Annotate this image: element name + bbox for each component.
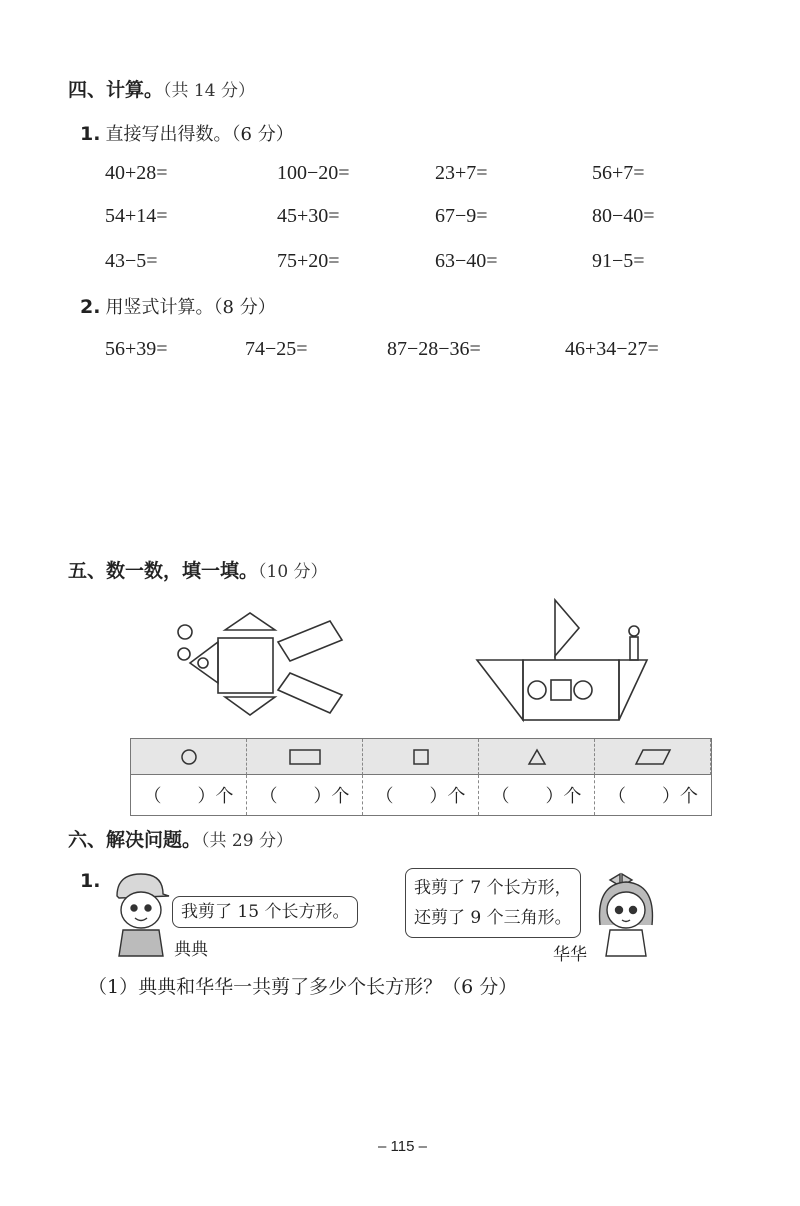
header-square	[363, 739, 479, 775]
fish-head-triangle	[190, 642, 218, 683]
s4-q2-number: 2.	[80, 296, 101, 318]
boat-window-circle-right	[574, 681, 592, 699]
answer-cell-circle[interactable]: （ ）个	[131, 775, 247, 815]
expr-r2c2: 45+30=	[277, 205, 340, 227]
fish-bubble-circle-1	[178, 625, 192, 639]
section6-score: （共 29 分）	[201, 831, 293, 851]
fish-tail-parallelogram-bottom	[278, 673, 342, 713]
rectangle-icon	[287, 747, 323, 767]
fish-eye-circle	[198, 658, 208, 668]
girl-avatar	[590, 870, 665, 958]
fish-tail-parallelogram-top	[278, 621, 342, 661]
expr-r2c3: 67−9=	[435, 205, 488, 227]
page-number: – 115 –	[378, 1138, 427, 1155]
boat-window-square	[551, 680, 571, 700]
answer-cell-square[interactable]: （ ）个	[363, 775, 479, 815]
boy-eye-left	[131, 905, 137, 911]
section5-heading	[68, 556, 328, 583]
section4-score: （共 14 分）	[163, 81, 255, 101]
s4-q2-heading	[80, 293, 276, 319]
boy-avatar	[105, 868, 175, 958]
expr-r3c2: 75+20=	[277, 250, 340, 272]
girl-speech-bubble	[405, 868, 581, 938]
girl-speech-line-1: 我剪了 7 个长方形，	[414, 878, 572, 898]
s4-q2-text: 用竖式计算。（8 分）	[105, 297, 276, 318]
fish-fin-triangle-bottom	[225, 697, 275, 715]
girl-face	[607, 892, 645, 928]
boat-figure	[475, 598, 655, 723]
fish-figure	[170, 605, 360, 725]
vertical-expr-2: 74−25=	[245, 338, 308, 360]
circle-icon	[179, 747, 199, 767]
boy-speech-bubble	[172, 896, 358, 928]
expr-r1c4: 56+7=	[592, 162, 645, 184]
girl-eye-right	[630, 907, 637, 914]
expr-r2c4: 80−40=	[592, 205, 655, 227]
s6-q1-sub1: （1）典典和华华一共剪了多少个长方形？（6 分）	[88, 976, 518, 998]
answer-cell-triangle[interactable]: （ ）个	[479, 775, 595, 815]
boy-name: 典典	[174, 940, 208, 960]
fish-fin-triangle-top	[225, 613, 275, 630]
boy-face	[121, 892, 161, 928]
expr-r3c3: 63−40=	[435, 250, 498, 272]
boat-sail-triangle	[555, 600, 579, 656]
s4-q1-heading	[80, 120, 294, 146]
fish-body-square	[218, 638, 273, 693]
fish-bubble-circle-2	[178, 648, 190, 660]
vertical-expr-3: 87−28−36=	[387, 338, 481, 360]
boat-bow-triangle	[477, 660, 523, 720]
answer-cell-rectangle[interactable]: （ ）个	[247, 775, 363, 815]
expr-r3c4: 91−5=	[592, 250, 645, 272]
boat-stern-triangle	[619, 660, 647, 720]
vertical-expr-4: 46+34−27=	[565, 338, 659, 360]
boy-eye-right	[145, 905, 151, 911]
s4-q1-number: 1.	[80, 123, 101, 145]
vertical-expr-1: 56+39=	[105, 338, 168, 360]
boy-speech-text: 我剪了 15 个长方形。	[181, 902, 350, 922]
section4-heading	[68, 75, 255, 102]
square-icon	[411, 747, 431, 767]
boat-chimney-top-circle	[629, 626, 639, 636]
expr-r1c2: 100−20=	[277, 162, 350, 184]
expr-r1c3: 23+7=	[435, 162, 488, 184]
girl-eye-left	[616, 907, 623, 914]
girl-name: 华华	[553, 945, 587, 965]
expr-r3c1: 43−5=	[105, 250, 158, 272]
expr-r1c1: 40+28=	[105, 162, 168, 184]
section5-score: （10 分）	[258, 562, 328, 582]
girl-dress	[606, 930, 646, 956]
section6-heading	[68, 825, 293, 852]
s6-q1-number: 1.	[80, 870, 101, 892]
answer-cell-parallelogram[interactable]: （ ）个	[608, 786, 698, 807]
s4-q1-text: 直接写出得数。（6 分）	[105, 124, 294, 145]
section5-title: 五、数一数，填一填。	[68, 560, 259, 582]
expr-r2c1: 54+14=	[105, 205, 168, 227]
shape-count-table	[130, 738, 712, 816]
header-rectangle	[247, 739, 363, 775]
boat-window-circle-left	[528, 681, 546, 699]
triangle-icon	[526, 747, 548, 767]
boy-shirt	[119, 930, 163, 956]
girl-speech-line-2: 还剪了 9 个三角形。	[414, 908, 572, 928]
header-triangle	[479, 739, 595, 775]
section4-title: 四、计算。	[68, 79, 164, 101]
parallelogram-icon	[633, 747, 673, 767]
boat-chimney-rectangle	[630, 637, 638, 660]
section6-title: 六、解决问题。	[68, 829, 202, 851]
header-parallelogram	[595, 739, 711, 775]
header-circle	[131, 739, 247, 775]
